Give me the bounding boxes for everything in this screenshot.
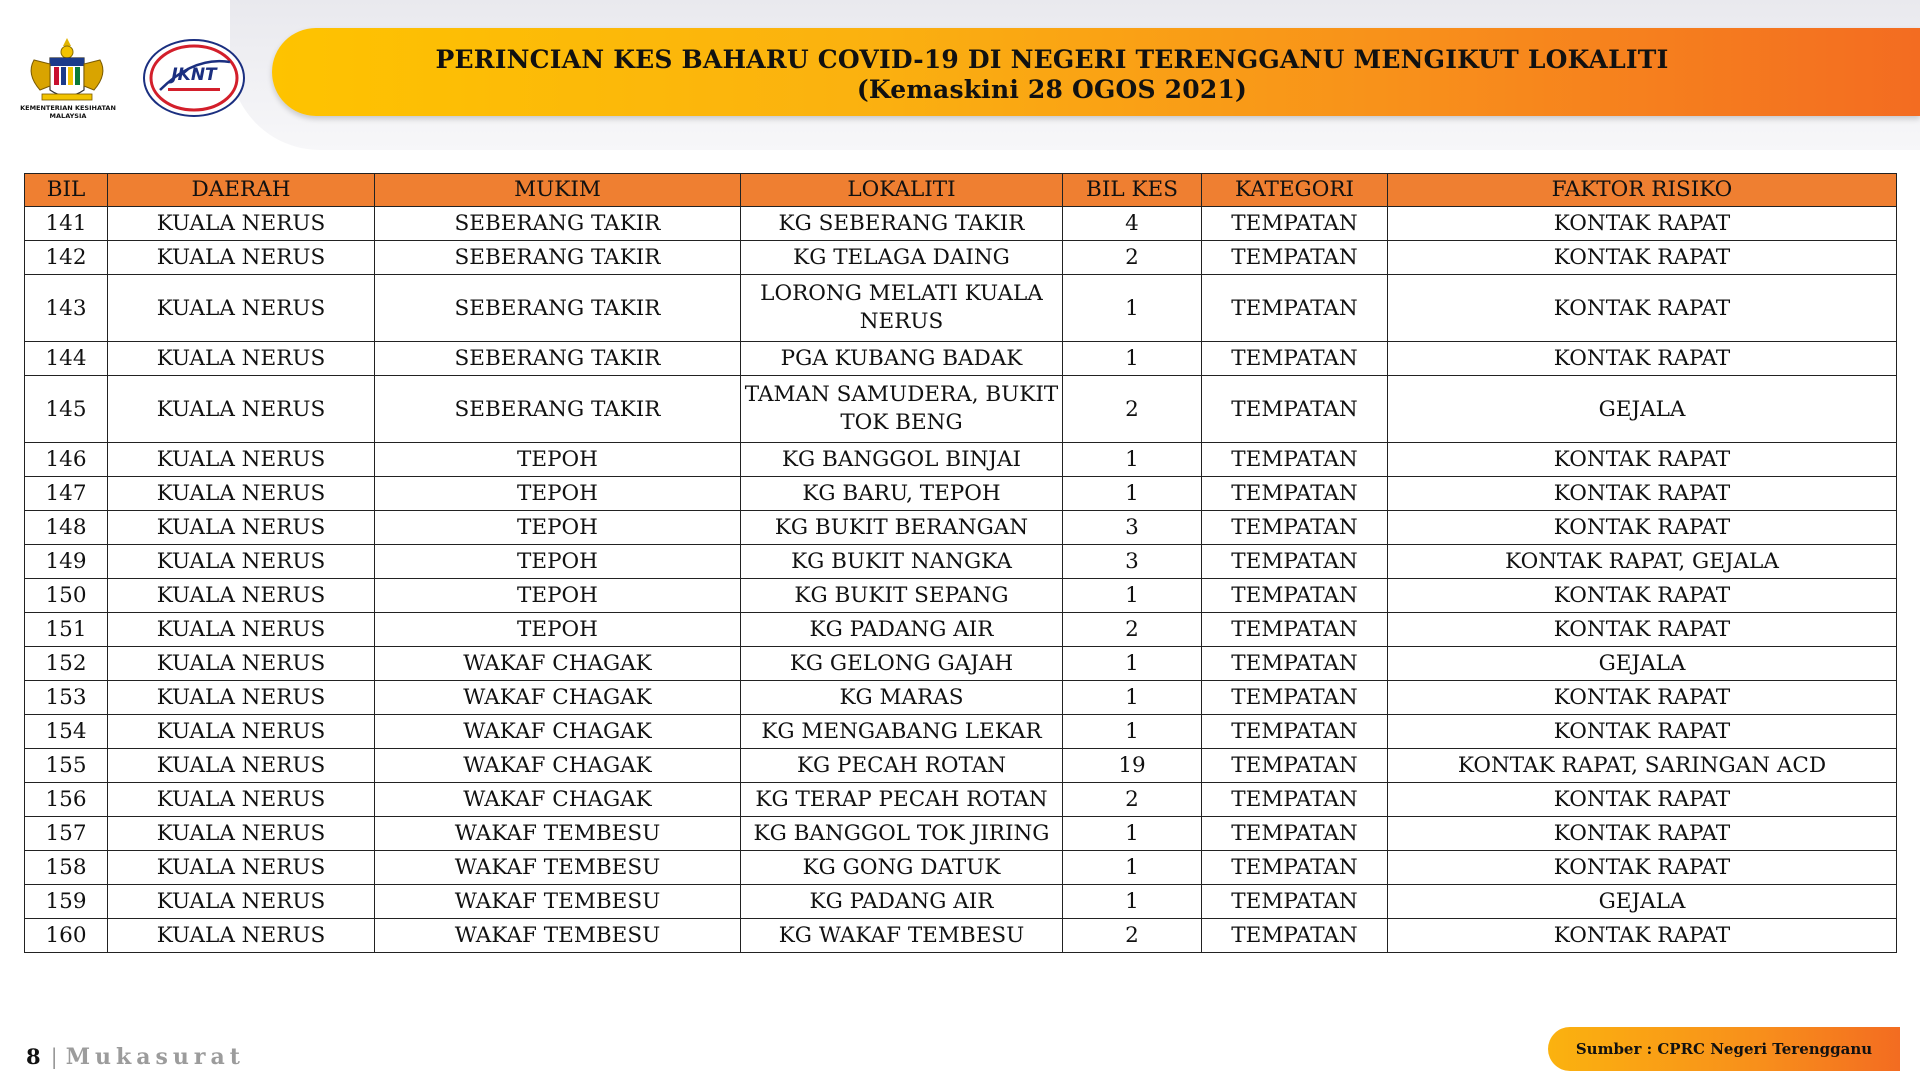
cell-lokaliti: KG BANGGOL BINJAI (741, 443, 1063, 477)
table-row (25, 783, 1897, 817)
cell-bil: 155 (25, 749, 108, 783)
cell-bil-kes: 19 (1063, 749, 1202, 783)
cell-lokaliti: KG BANGGOL TOK JIRING (741, 817, 1063, 851)
cell-bil-kes: 1 (1063, 477, 1202, 511)
cell-bil: 152 (25, 647, 108, 681)
cell-bil-kes: 1 (1063, 817, 1202, 851)
cell-bil-kes: 2 (1063, 241, 1202, 275)
table-row (25, 647, 1897, 681)
title-banner (272, 28, 1920, 116)
cell-kategori: TEMPATAN (1202, 885, 1388, 919)
cell-faktor-risiko: KONTAK RAPAT (1388, 511, 1897, 545)
cell-daerah: KUALA NERUS (108, 207, 375, 241)
table-row (25, 511, 1897, 545)
cell-daerah: KUALA NERUS (108, 342, 375, 376)
table-row (25, 715, 1897, 749)
table-row (25, 817, 1897, 851)
cell-daerah: KUALA NERUS (108, 511, 375, 545)
cell-faktor-risiko: KONTAK RAPAT (1388, 613, 1897, 647)
cell-lokaliti: PGA KUBANG BADAK (741, 342, 1063, 376)
cell-bil-kes: 1 (1063, 885, 1202, 919)
cell-daerah: KUALA NERUS (108, 647, 375, 681)
cell-bil: 153 (25, 681, 108, 715)
cell-bil-kes: 3 (1063, 545, 1202, 579)
column-header-lokaliti: LOKALITI (741, 174, 1063, 207)
cell-faktor-risiko: KONTAK RAPAT (1388, 817, 1897, 851)
cell-daerah: KUALA NERUS (108, 885, 375, 919)
page-subtitle: (Kemaskini 28 OGOS 2021) (856, 75, 1248, 104)
cell-faktor-risiko: KONTAK RAPAT (1388, 851, 1897, 885)
cell-lokaliti: KG PADANG AIR (741, 613, 1063, 647)
cell-lokaliti: LORONG MELATI KUALA NERUS (741, 275, 1063, 342)
cell-kategori: TEMPATAN (1202, 443, 1388, 477)
cell-faktor-risiko: KONTAK RAPAT (1388, 715, 1897, 749)
cell-daerah: KUALA NERUS (108, 545, 375, 579)
cell-kategori: TEMPATAN (1202, 545, 1388, 579)
cell-faktor-risiko: KONTAK RAPAT (1388, 919, 1897, 953)
cell-mukim: TEPOH (375, 579, 741, 613)
cell-mukim: SEBERANG TAKIR (375, 207, 741, 241)
source-badge (1548, 1027, 1900, 1071)
cell-mukim: WAKAF CHAGAK (375, 647, 741, 681)
cell-bil-kes: 1 (1063, 579, 1202, 613)
cell-bil: 146 (25, 443, 108, 477)
cell-faktor-risiko: KONTAK RAPAT (1388, 579, 1897, 613)
cell-lokaliti: KG BUKIT NANGKA (741, 545, 1063, 579)
cell-faktor-risiko: GEJALA (1388, 885, 1897, 919)
cell-faktor-risiko: KONTAK RAPAT (1388, 207, 1897, 241)
cell-daerah: KUALA NERUS (108, 783, 375, 817)
logo-group (14, 30, 254, 130)
cell-bil: 159 (25, 885, 108, 919)
cell-lokaliti: KG PECAH ROTAN (741, 749, 1063, 783)
cell-bil: 154 (25, 715, 108, 749)
cell-mukim: TEPOH (375, 477, 741, 511)
cell-daerah: KUALA NERUS (108, 241, 375, 275)
table-row (25, 443, 1897, 477)
column-header-mukim: MUKIM (375, 174, 741, 207)
cell-mukim: WAKAF CHAGAK (375, 681, 741, 715)
cell-daerah: KUALA NERUS (108, 579, 375, 613)
cell-lokaliti: KG PADANG AIR (741, 885, 1063, 919)
cell-lokaliti: KG TELAGA DAING (741, 241, 1063, 275)
table-header-row (25, 174, 1897, 207)
cell-bil: 149 (25, 545, 108, 579)
cell-bil-kes: 1 (1063, 851, 1202, 885)
cell-daerah: KUALA NERUS (108, 715, 375, 749)
table-row (25, 376, 1897, 443)
cell-bil: 156 (25, 783, 108, 817)
cell-bil-kes: 4 (1063, 207, 1202, 241)
cell-bil: 145 (25, 376, 108, 443)
cell-bil: 160 (25, 919, 108, 953)
cell-lokaliti: KG WAKAF TEMBESU (741, 919, 1063, 953)
cell-bil-kes: 1 (1063, 342, 1202, 376)
cell-kategori: TEMPATAN (1202, 749, 1388, 783)
cell-bil-kes: 1 (1063, 275, 1202, 342)
cell-lokaliti: KG BUKIT BERANGAN (741, 511, 1063, 545)
cell-daerah: KUALA NERUS (108, 275, 375, 342)
jknt-logo-text: JKNT (171, 65, 217, 85)
cell-faktor-risiko: KONTAK RAPAT (1388, 477, 1897, 511)
jknt-logo-icon (142, 38, 246, 118)
table-row (25, 851, 1897, 885)
column-header-bil-kes: BIL KES (1063, 174, 1202, 207)
page-word: Mukasurat (65, 1044, 245, 1070)
cell-daerah: KUALA NERUS (108, 376, 375, 443)
cell-kategori: TEMPATAN (1202, 342, 1388, 376)
cases-table (24, 173, 1897, 953)
cell-faktor-risiko: KONTAK RAPAT, SARINGAN ACD (1388, 749, 1897, 783)
cell-kategori: TEMPATAN (1202, 275, 1388, 342)
cell-lokaliti: KG SEBERANG TAKIR (741, 207, 1063, 241)
cell-daerah: KUALA NERUS (108, 817, 375, 851)
table-row (25, 681, 1897, 715)
cell-kategori: TEMPATAN (1202, 681, 1388, 715)
cell-lokaliti: KG BARU, TEPOH (741, 477, 1063, 511)
cell-mukim: TEPOH (375, 545, 741, 579)
column-header-kategori: KATEGORI (1202, 174, 1388, 207)
cell-bil-kes: 1 (1063, 443, 1202, 477)
cell-daerah: KUALA NERUS (108, 919, 375, 953)
cell-mukim: SEBERANG TAKIR (375, 275, 741, 342)
cell-mukim: TEPOH (375, 443, 741, 477)
crest-caption: KEMENTERIAN KESIHATAN MALAYSIA (20, 104, 116, 120)
cell-bil: 157 (25, 817, 108, 851)
cell-faktor-risiko: GEJALA (1388, 376, 1897, 443)
cell-faktor-risiko: KONTAK RAPAT (1388, 783, 1897, 817)
cell-mukim: WAKAF TEMBESU (375, 919, 741, 953)
column-header-bil: BIL (25, 174, 108, 207)
cell-mukim: WAKAF CHAGAK (375, 715, 741, 749)
cell-mukim: SEBERANG TAKIR (375, 376, 741, 443)
cell-bil: 144 (25, 342, 108, 376)
cell-lokaliti: KG TERAP PECAH ROTAN (741, 783, 1063, 817)
cell-bil-kes: 1 (1063, 681, 1202, 715)
cell-faktor-risiko: KONTAK RAPAT (1388, 443, 1897, 477)
cell-bil: 141 (25, 207, 108, 241)
cell-faktor-risiko: KONTAK RAPAT (1388, 342, 1897, 376)
cell-lokaliti: KG BUKIT SEPANG (741, 579, 1063, 613)
cell-kategori: TEMPATAN (1202, 817, 1388, 851)
cell-kategori: TEMPATAN (1202, 477, 1388, 511)
cell-kategori: TEMPATAN (1202, 579, 1388, 613)
page-number: 8 (26, 1044, 41, 1069)
cell-bil-kes: 3 (1063, 511, 1202, 545)
cell-daerah: KUALA NERUS (108, 613, 375, 647)
cell-bil-kes: 2 (1063, 376, 1202, 443)
table-row (25, 207, 1897, 241)
table-row (25, 275, 1897, 342)
table-row (25, 919, 1897, 953)
cell-bil-kes: 2 (1063, 613, 1202, 647)
cell-daerah: KUALA NERUS (108, 477, 375, 511)
cell-kategori: TEMPATAN (1202, 241, 1388, 275)
cell-bil-kes: 1 (1063, 715, 1202, 749)
source-label: Sumber : CPRC Negeri Terengganu (1575, 1040, 1873, 1058)
cell-faktor-risiko: KONTAK RAPAT (1388, 275, 1897, 342)
cell-mukim: SEBERANG TAKIR (375, 342, 741, 376)
cell-faktor-risiko: GEJALA (1388, 647, 1897, 681)
cell-bil: 143 (25, 275, 108, 342)
table-row (25, 579, 1897, 613)
cell-daerah: KUALA NERUS (108, 749, 375, 783)
cell-daerah: KUALA NERUS (108, 681, 375, 715)
cell-kategori: TEMPATAN (1202, 851, 1388, 885)
cell-bil: 142 (25, 241, 108, 275)
table-row (25, 545, 1897, 579)
cell-mukim: SEBERANG TAKIR (375, 241, 741, 275)
cell-kategori: TEMPATAN (1202, 715, 1388, 749)
footer-separator: | (50, 1045, 58, 1069)
table-row (25, 885, 1897, 919)
cell-mukim: WAKAF TEMBESU (375, 851, 741, 885)
cell-bil: 148 (25, 511, 108, 545)
cell-bil: 151 (25, 613, 108, 647)
table-row (25, 613, 1897, 647)
column-header-daerah: DAERAH (108, 174, 375, 207)
cell-mukim: WAKAF CHAGAK (375, 783, 741, 817)
cell-kategori: TEMPATAN (1202, 613, 1388, 647)
cell-lokaliti: KG GONG DATUK (741, 851, 1063, 885)
cell-kategori: TEMPATAN (1202, 647, 1388, 681)
cell-bil-kes: 2 (1063, 783, 1202, 817)
cell-mukim: WAKAF CHAGAK (375, 749, 741, 783)
cell-faktor-risiko: KONTAK RAPAT (1388, 241, 1897, 275)
table-row (25, 477, 1897, 511)
table-row (25, 241, 1897, 275)
cell-lokaliti: TAMAN SAMUDERA, BUKIT TOK BENG (741, 376, 1063, 443)
cell-mukim: WAKAF TEMBESU (375, 817, 741, 851)
cell-lokaliti: KG GELONG GAJAH (741, 647, 1063, 681)
cell-lokaliti: KG MENGABANG LEKAR (741, 715, 1063, 749)
cell-bil-kes: 2 (1063, 919, 1202, 953)
cell-mukim: TEPOH (375, 511, 741, 545)
cell-mukim: TEPOH (375, 613, 741, 647)
cell-lokaliti: KG MARAS (741, 681, 1063, 715)
cell-bil: 158 (25, 851, 108, 885)
cell-faktor-risiko: KONTAK RAPAT (1388, 681, 1897, 715)
table-row (25, 342, 1897, 376)
cell-kategori: TEMPATAN (1202, 783, 1388, 817)
cell-daerah: KUALA NERUS (108, 443, 375, 477)
cell-kategori: TEMPATAN (1202, 919, 1388, 953)
cell-kategori: TEMPATAN (1202, 511, 1388, 545)
cell-mukim: WAKAF TEMBESU (375, 885, 741, 919)
cell-daerah: KUALA NERUS (108, 851, 375, 885)
cell-kategori: TEMPATAN (1202, 376, 1388, 443)
table-row (25, 749, 1897, 783)
cell-bil: 150 (25, 579, 108, 613)
page-title: PERINCIAN KES BAHARU COVID-19 DI NEGERI TERENGGANU MENGIKUT LOKALITI (435, 45, 1669, 74)
cell-bil: 147 (25, 477, 108, 511)
column-header-faktor-risiko: FAKTOR RISIKO (1388, 174, 1897, 207)
cell-faktor-risiko: KONTAK RAPAT, GEJALA (1388, 545, 1897, 579)
cell-bil-kes: 1 (1063, 647, 1202, 681)
page-footer (26, 1044, 245, 1070)
cell-kategori: TEMPATAN (1202, 207, 1388, 241)
